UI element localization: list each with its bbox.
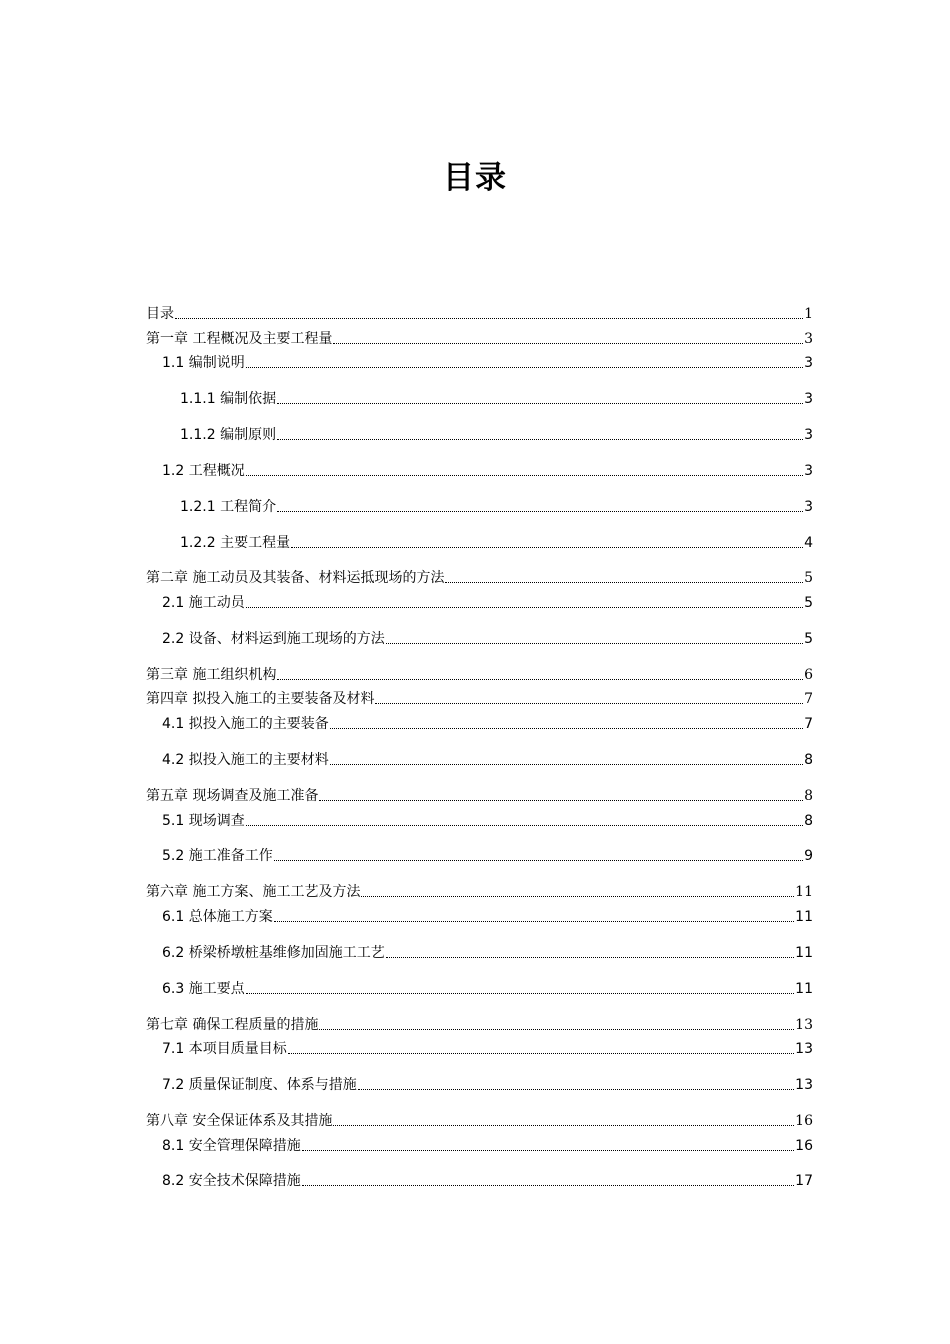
toc-entry-page: 5 [804,570,813,586]
toc-entry-label: 4.1 拟投入施工的主要装备 [162,716,329,732]
toc-entry-label: 4.2 拟投入施工的主要材料 [162,752,329,768]
toc-entry-label: 6.3 施工要点 [162,981,245,997]
toc-entry[interactable] [162,980,813,998]
toc-entry[interactable] [180,390,813,408]
toc-entry[interactable] [162,751,813,769]
toc-entry-page: 11 [795,981,813,997]
toc-entry[interactable] [162,1076,813,1094]
toc-dot-leader [277,510,803,512]
toc-dot-leader [330,727,803,729]
page-title: 目录 [443,160,507,196]
toc-entry-page: 3 [804,427,813,443]
toc-dot-leader [319,799,803,801]
toc-entry-page: 11 [795,884,813,900]
toc-dot-leader [319,1028,794,1030]
toc-dot-leader [277,678,803,680]
toc-dot-leader [375,702,803,704]
toc-dot-leader [277,402,803,404]
toc-dot-leader [302,1149,794,1151]
toc-entry[interactable] [146,305,813,323]
toc-entry-page: 5 [804,631,813,647]
toc-entry-label: 5.2 施工准备工作 [162,848,273,864]
toc-entry[interactable] [162,908,813,926]
toc-entry-page: 7 [804,691,813,707]
toc-entry[interactable] [146,330,813,348]
toc-entry-label: 1.2 工程概况 [162,463,245,479]
toc-dot-leader [333,342,803,344]
toc-entry[interactable] [146,1016,813,1034]
toc-entry-page: 13 [795,1017,813,1033]
toc-entry-page: 3 [804,355,813,371]
toc-dot-leader [274,859,803,861]
toc-entry-page: 16 [795,1138,813,1154]
toc-entry-label: 6.2 桥梁桥墩桩基维修加固施工工艺 [162,945,385,961]
toc-entry[interactable] [162,812,813,830]
toc-entry-label: 第五章 现场调查及施工准备 [146,788,319,804]
toc-entry-page: 6 [804,667,813,683]
toc-entry-label: 第三章 施工组织机构 [146,667,277,683]
toc-entry-label: 8.2 安全技术保障措施 [162,1173,301,1189]
toc-dot-leader [246,474,803,476]
toc-entry[interactable] [162,594,813,612]
toc-entry-label: 目录 [146,306,174,322]
toc-entry-page: 8 [804,788,813,804]
toc-dot-leader [361,895,794,897]
toc-entry[interactable] [146,690,813,708]
toc-entry-page: 13 [795,1077,813,1093]
toc-dot-leader [386,642,803,644]
toc-entry-page: 4 [804,535,813,551]
toc-entry[interactable] [180,498,813,516]
toc-entry-label: 2.2 设备、材料运到施工现场的方法 [162,631,385,647]
toc-entry[interactable] [162,354,813,372]
toc-entry-label: 6.1 总体施工方案 [162,909,273,925]
toc-entry[interactable] [180,534,813,552]
toc-entry-page: 3 [804,391,813,407]
toc-dot-leader [277,438,803,440]
toc-entry-label: 第六章 施工方案、施工工艺及方法 [146,884,361,900]
toc-entry-page: 11 [795,909,813,925]
toc-entry-label: 第一章 工程概况及主要工程量 [146,331,333,347]
toc-entry-page: 8 [804,752,813,768]
toc-entry-label: 第二章 施工动员及其装备、材料运抵现场的方法 [146,570,445,586]
toc-entry-label: 1.1.1 编制依据 [180,391,277,407]
toc-entry[interactable] [146,569,813,587]
toc-entry[interactable] [162,715,813,733]
toc-dot-leader [445,581,803,583]
toc-entry-page: 1 [804,306,813,322]
toc-dot-leader [358,1088,794,1090]
toc-dot-leader [246,992,794,994]
toc-entry[interactable] [162,630,813,648]
toc-entry[interactable] [162,462,813,480]
toc-dot-leader [246,824,803,826]
toc-entry-page: 7 [804,716,813,732]
toc-entry[interactable] [162,1040,813,1058]
toc-entry-label: 1.2.2 主要工程量 [180,535,291,551]
toc-entry-label: 8.1 安全管理保障措施 [162,1138,301,1154]
toc-entry[interactable] [162,1172,813,1190]
toc-entry[interactable] [146,787,813,805]
toc-entry[interactable] [162,847,813,865]
toc-entry[interactable] [146,1112,813,1130]
toc-entry-page: 8 [804,813,813,829]
toc-entry-label: 2.1 施工动员 [162,595,245,611]
toc-dot-leader [291,546,803,548]
toc-dot-leader [175,317,803,319]
toc-entry-label: 1.1.2 编制原则 [180,427,277,443]
toc-entry-label: 第七章 确保工程质量的措施 [146,1017,319,1033]
toc-entry[interactable] [146,883,813,901]
toc-entry-label: 1.2.1 工程简介 [180,499,277,515]
toc-entry-label: 7.1 本项目质量目标 [162,1041,287,1057]
toc-entry-page: 3 [804,331,813,347]
toc-entry-page: 5 [804,595,813,611]
toc-dot-leader [330,763,803,765]
toc-entry-page: 17 [795,1173,813,1189]
toc-entry[interactable] [162,944,813,962]
toc-entry-label: 5.1 现场调查 [162,813,245,829]
toc-dot-leader [274,920,794,922]
toc-dot-leader [246,366,803,368]
toc-dot-leader [333,1124,794,1126]
toc-entry-label: 第八章 安全保证体系及其措施 [146,1113,333,1129]
toc-dot-leader [246,606,803,608]
toc-entry-page: 3 [804,463,813,479]
toc-entry-label: 1.1 编制说明 [162,355,245,371]
toc-entry-page: 3 [804,499,813,515]
toc-entry-label: 7.2 质量保证制度、体系与措施 [162,1077,357,1093]
toc-entry-label: 第四章 拟投入施工的主要装备及材料 [146,691,375,707]
toc-entry[interactable] [162,1137,813,1155]
toc-dot-leader [288,1052,794,1054]
toc-entry-page: 13 [795,1041,813,1057]
toc-entry-page: 16 [795,1113,813,1129]
toc-dot-leader [386,956,794,958]
toc-entry[interactable] [180,426,813,444]
toc-entry-page: 11 [795,945,813,961]
toc-dot-leader [302,1184,794,1186]
toc-entry[interactable] [146,666,813,684]
toc-entry-page: 9 [804,848,813,864]
